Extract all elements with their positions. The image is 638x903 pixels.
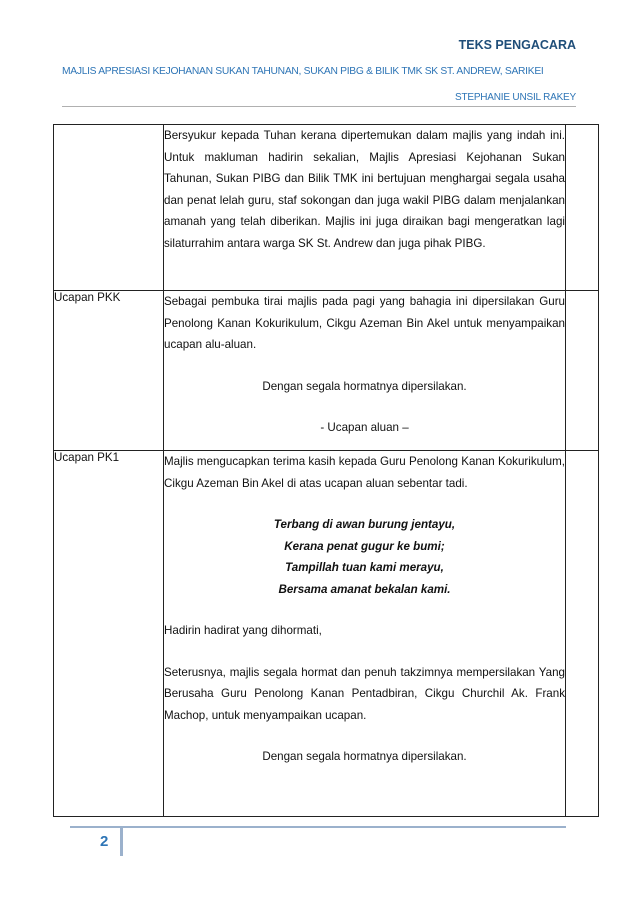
pantun-line: Tampillah tuan kami merayu, xyxy=(285,561,444,574)
header-divider xyxy=(62,106,576,107)
content-cell xyxy=(164,291,566,451)
script-table xyxy=(53,124,599,817)
stage-note: - Ucapan aluan – xyxy=(320,420,409,434)
page-number: 2 xyxy=(100,833,109,850)
document-title: TEKS PENGACARA xyxy=(458,38,576,52)
notes-cell xyxy=(566,291,599,451)
content-cell xyxy=(164,125,566,291)
paragraph: Bersyukur kepada Tuhan kerana dipertemukan dalam majlis yang indah ini. Untuk makluman hadirin sekalian, Majlis Apresiasi Kejohanan Sukan Tahunan, Sukan PIBG dan Bilik TMK ini bertujuan menghargai segala usaha dan penat lelah guru, staf sokongan dan juga wakil PIBG dalam menjalankan amanah yang telah diberikan. Majlis ini juga diraikan bagi mengeratkan lagi silaturrahim antara warga SK St. Andrew dan juga pihak PIBG. xyxy=(164,129,565,250)
content-cell xyxy=(164,451,566,817)
table-row xyxy=(54,125,599,291)
table-row xyxy=(54,451,599,817)
greeting-line: Hadirin hadirat yang dihormati, xyxy=(164,624,322,637)
role-cell: Ucapan PK1 xyxy=(54,451,164,817)
invitation-line: Dengan segala hormatnya dipersilakan. xyxy=(262,750,467,763)
role-cell: Ucapan PKK xyxy=(54,291,164,451)
table-row xyxy=(54,291,599,451)
pantun-line: Kerana penat gugur ke bumi; xyxy=(284,539,445,553)
paragraph: Seterusnya, majlis segala hormat dan penuh takzimnya mempersilakan Yang Berusaha Guru Penolong Kanan Pentadbiran, Cikgu Churchil Ak. Frank Machop, untuk menyampaikan ucapan. xyxy=(164,665,565,722)
notes-cell xyxy=(566,451,599,817)
document-author: STEPHANIE UNSIL RAKEY xyxy=(454,92,576,103)
paragraph: Majlis mengucapkan terima kasih kepada Guru Penolong Kanan Kokurikulum, Cikgu Azeman Bin Akel di atas ucapan aluan sebentar tadi. xyxy=(164,455,565,490)
pantun-line: Bersama amanat bekalan kami. xyxy=(278,582,451,596)
pantun-line: Terbang di awan burung jentayu, xyxy=(273,518,456,531)
invitation-line: Dengan segala hormatnya dipersilakan. xyxy=(262,379,467,393)
notes-cell xyxy=(566,125,599,291)
footer-divider xyxy=(70,826,566,828)
document-subtitle: MAJLIS APRESIASI KEJOHANAN SUKAN TAHUNAN, SUKAN PIBG & BILIK TMK SK ST. ANDREW, SARIKEI xyxy=(62,66,544,77)
role-cell xyxy=(54,125,164,291)
paragraph: Sebagai pembuka tirai majlis pada pagi yang bahagia ini dipersilakan Guru Penolong Kanan Kokurikulum, Cikgu Azeman Bin Akel untuk menyampaikan ucapan alu-aluan. xyxy=(164,295,565,351)
footer-accent-bar xyxy=(120,826,123,856)
